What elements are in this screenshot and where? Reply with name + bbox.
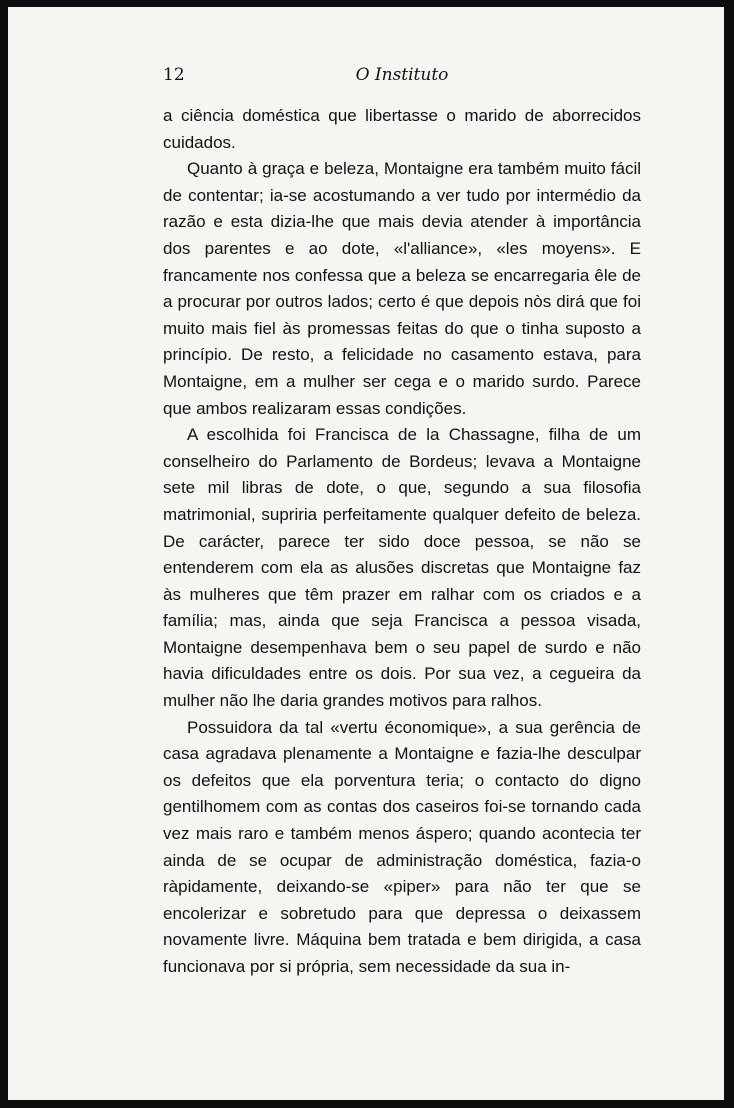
running-head [163, 65, 641, 89]
paragraph-continuation: a ciência doméstica que libertasse o marido de aborrecidos cuidados. [163, 106, 641, 152]
page-number: 12 [163, 65, 185, 85]
body-text [163, 103, 641, 981]
paragraph: A escolhida foi Francisca de la Chassagne, filha de um conselheiro do Parlamento de Bordeus; levava a Montaigne sete mil libras de dote, o que, segundo a sua filosofia matrimonial, supriria perfeitamente qualquer defeito de beleza. De carácter, parece ter sido doce pessoa, se não se entenderem com ela as alusões discretas que Montaigne faz às mulheres que têm prazer em ralhar com os criados e a família; mas, ainda que seja Francisca a pessoa visada, Montaigne desempenhava bem o seu papel de surdo e não havia dificuldades entre os dois. Por sua vez, a cegueira da mulher não lhe daria grandes motivos para ralhos. [163, 425, 641, 711]
paragraph: Quanto à graça e beleza, Montaigne era também muito fácil de contentar; ia-se acostumando a ver tudo por intermédio da razão e esta dizia-lhe que mais devia atender à importância dos parentes e ao dote, «l'alliance», «les moyens». E francamente nos confessa que a beleza se encarregaria êle de a procurar por outros lados; certo é que depois nòs dirá que foi muito mais fiel às promessas feitas do que o tinha suposto a princípio. De resto, a felicidade no casamento estava, para Montaigne, em a mulher ser cega e o marido surdo. Parece que ambos realizaram essas condições. [163, 159, 641, 418]
book-page [8, 7, 724, 1100]
journal-title: O Instituto [355, 65, 449, 85]
paragraph: Possuidora da tal «vertu économique», a sua gerência de casa agradava plenamente a Montaigne e fazia-lhe desculpar os defeitos que ela porventura teria; o contacto do digno gentilhomem com as contas dos caseiros foi-se tornando cada vez mais raro e também menos áspero; quando acontecia ter ainda de se ocupar de administração doméstica, fazia-o ràpidamente, deixando-se «piper» para não ter que se encolerizar e sobretudo para que depressa o deixassem novamente livre. Máquina bem tratada e bem dirigida, a casa funcionava por si própria, sem necessidade da sua in- [163, 717, 641, 976]
